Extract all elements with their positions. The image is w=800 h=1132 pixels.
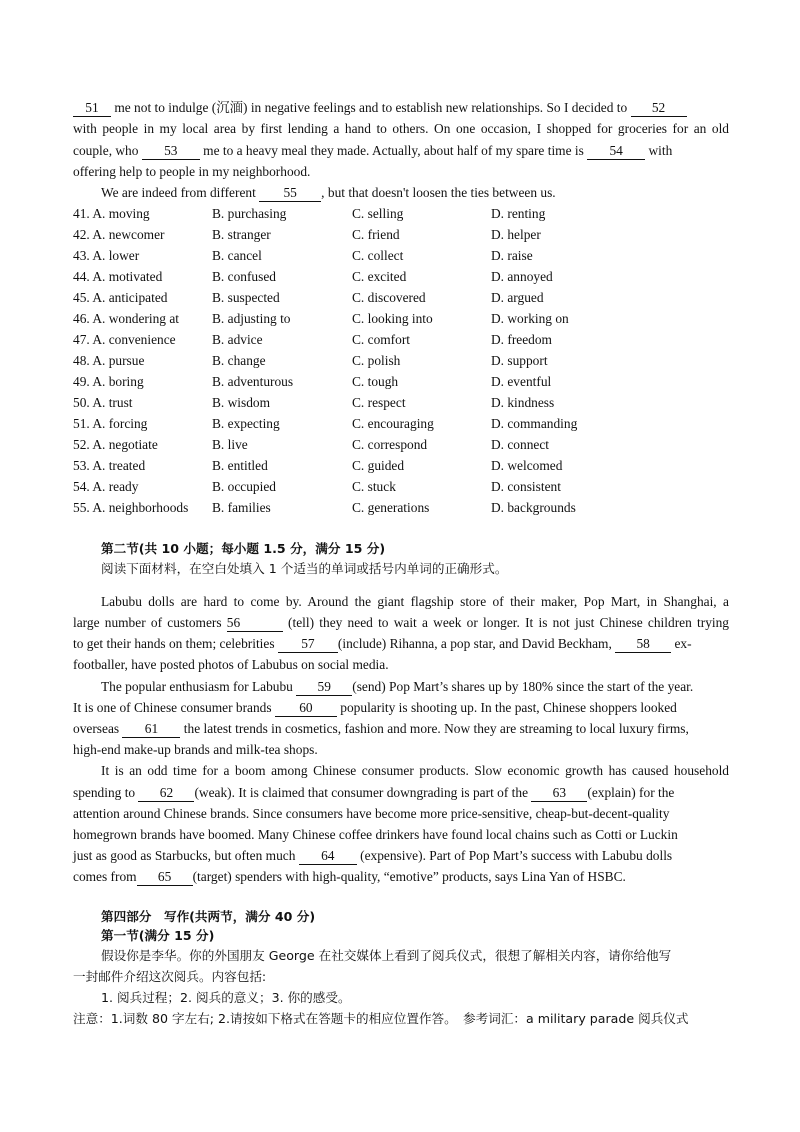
option-b: B. wisdom (212, 395, 271, 410)
option-row-46 (73, 308, 733, 329)
blank-52: 52 (631, 100, 687, 117)
option-a: 46. A. wondering at (73, 311, 179, 326)
cloze-line-3: couple, who 53 me to a heavy meal they made. Actually, about half of my spare time is 54 with (73, 143, 673, 158)
option-c: C. stuck (352, 479, 396, 494)
option-d: D. support (491, 353, 548, 368)
option-c: C. respect (352, 395, 406, 410)
option-row-45 (73, 287, 733, 308)
cloze-line-1: 51 me not to indulge (沉湎) in negative feelings and to establish new relationships. So I decided to 52 (73, 97, 729, 118)
option-a: 52. A. negotiate (73, 437, 158, 452)
part-heading: 第四部分 写作(共两节，满分 40 分) (101, 909, 316, 924)
blank-59: 59 (296, 679, 352, 696)
option-b: B. confused (212, 269, 276, 284)
option-row-51 (73, 413, 733, 434)
option-c: C. comfort (352, 332, 411, 347)
option-b: B. occupied (212, 479, 276, 494)
option-row-50 (73, 392, 733, 413)
blank-56: 56 (227, 615, 283, 632)
option-d: D. welcomed (491, 458, 563, 473)
option-a: 47. A. convenience (73, 332, 176, 347)
cloze-line-4: offering help to people in my neighborhood. (73, 164, 311, 179)
passage-line: high-end make-up brands and milk-tea shops. (73, 742, 318, 757)
blank-64: 64 (299, 848, 357, 865)
option-row-54 (73, 476, 733, 497)
blank-61: 61 (122, 721, 180, 738)
passage-line: The popular enthusiasm for Labubu 59 (send) Pop Mart’s shares up by 180% since the start of the year. (101, 679, 694, 694)
option-c: C. collect (352, 248, 404, 263)
option-d: D. freedom (491, 332, 552, 347)
option-a: 44. A. motivated (73, 269, 163, 284)
writing-prompt-line: 一封邮件介绍这次阅兵。内容包括: (73, 969, 267, 984)
option-a: 45. A. anticipated (73, 290, 168, 305)
option-b: B. purchasing (212, 206, 287, 221)
option-a: 41. A. moving (73, 206, 150, 221)
option-row-47 (73, 329, 733, 350)
option-d: D. kindness (491, 395, 555, 410)
option-a: 51. A. forcing (73, 416, 148, 431)
blank-54: 54 (587, 143, 645, 160)
option-row-43 (73, 245, 733, 266)
option-c: C. looking into (352, 311, 433, 326)
option-d: D. consistent (491, 479, 561, 494)
blank-63: 63 (531, 785, 587, 802)
passage-line: spending to 62 (weak). It is claimed that consumer downgrading is part of the 63 (explain) for the (73, 785, 675, 800)
option-b: B. expecting (212, 416, 280, 431)
writing-note: 注意：1.词数 80 字左右; 2.请按如下格式在答题卡的相应位置作答。 参考词汇：a military parade 阅兵仪式 (73, 1011, 689, 1026)
option-b: B. adventurous (212, 374, 294, 389)
section-heading: 第二节(共 10 小题；每小题 1.5 分，满分 15 分) (101, 541, 386, 556)
blank-65: 65 (137, 869, 193, 886)
option-c: C. generations (352, 500, 430, 515)
option-b: B. cancel (212, 248, 262, 263)
passage-line: It is one of Chinese consumer brands 60 popularity is shooting up. In the past, Chinese shoppers looked (73, 700, 677, 715)
option-d: D. annoyed (491, 269, 553, 284)
option-b: B. adjusting to (212, 311, 291, 326)
option-d: D. argued (491, 290, 544, 305)
passage-line: footballer, have posted photos of Labubus on social media. (73, 657, 389, 672)
option-a: 48. A. pursue (73, 353, 145, 368)
option-c: C. correspond (352, 437, 428, 452)
passage-line: comes from 65 (target) spenders with high-quality, “emotive” products, says Lina Yan of HSBC. (73, 869, 626, 884)
option-c: C. friend (352, 227, 400, 242)
passage-line: to get their hands on them; celebrities 57 (include) Rihanna, a pop star, and David Beckham, 58 ex- (73, 636, 692, 651)
option-c: C. tough (352, 374, 399, 389)
option-d: D. backgrounds (491, 500, 576, 515)
option-a: 49. A. boring (73, 374, 144, 389)
passage-line: overseas 61 the latest trends in cosmetics, fashion and more. Now they are streaming to local luxury firms, (73, 721, 689, 736)
option-b: B. suspected (212, 290, 280, 305)
blank-51: 51 (73, 100, 111, 117)
option-d: D. working on (491, 311, 569, 326)
option-row-44 (73, 266, 733, 287)
blank-58: 58 (615, 636, 671, 653)
option-c: C. polish (352, 353, 401, 368)
blank-60: 60 (275, 700, 337, 717)
blank-62: 62 (138, 785, 194, 802)
option-c: C. discovered (352, 290, 426, 305)
option-c: C. selling (352, 206, 404, 221)
option-row-48 (73, 350, 733, 371)
section-instruction: 阅读下面材料，在空白处填入 1 个适当的单词或括号内单词的正确形式。 (101, 561, 508, 576)
blank-55: 55 (259, 185, 321, 202)
option-b: B. families (212, 500, 271, 515)
writing-prompt-line: 1. 阅兵过程；2. 阅兵的意义；3. 你的感受。 (101, 990, 351, 1005)
option-a: 53. A. treated (73, 458, 146, 473)
option-d: D. eventful (491, 374, 552, 389)
cloze-line-5: We are indeed from different 55 , but that doesn't loosen the ties between us. (101, 185, 556, 200)
writing-prompt-line: 假设你是李华。你的外国朋友 George 在社交媒体上看到了阅兵仪式，很想了解相关内容，请你给他写 (101, 948, 672, 963)
option-row-42 (73, 224, 733, 245)
option-c: C. guided (352, 458, 405, 473)
blank-53: 53 (142, 143, 200, 160)
option-c: C. excited (352, 269, 407, 284)
option-a: 42. A. newcomer (73, 227, 165, 242)
option-b: B. live (212, 437, 248, 452)
option-a: 54. A. ready (73, 479, 139, 494)
cloze-line-2: with people in my local area by first lending a hand to others. On one occasion, I shopped for groceries for an old (73, 121, 729, 136)
option-d: D. raise (491, 248, 533, 263)
passage-line: It is an odd time for a boom among Chinese consumer products. Slow economic growth has caused household (101, 763, 729, 778)
option-d: D. connect (491, 437, 550, 452)
option-row-49 (73, 371, 733, 392)
option-row-41 (73, 203, 733, 224)
option-d: D. renting (491, 206, 546, 221)
passage-line: Labubu dolls are hard to come by. Around the giant flagship store of their maker, Pop Mart, in Shanghai, a (101, 594, 729, 609)
passage-line: just as good as Starbucks, but often much 64 (expensive). Part of Pop Mart’s success with Labubu dolls (73, 848, 673, 863)
subsection-heading: 第一节(满分 15 分) (101, 928, 215, 943)
blank-57: 57 (278, 636, 338, 653)
option-b: B. stranger (212, 227, 271, 242)
option-row-52 (73, 434, 733, 455)
option-d: D. helper (491, 227, 541, 242)
option-b: B. advice (212, 332, 263, 347)
passage-line: attention around Chinese brands. Since consumers have become more price-sensitive, cheap-but-decent-quality (73, 806, 670, 821)
passage-line: homegrown brands have boomed. Many Chinese coffee drinkers have found local chains such as Cotti or Luckin (73, 827, 678, 842)
option-b: B. change (212, 353, 266, 368)
option-a: 50. A. trust (73, 395, 133, 410)
option-a: 43. A. lower (73, 248, 140, 263)
option-row-55 (73, 497, 733, 518)
option-b: B. entitled (212, 458, 268, 473)
option-a: 55. A. neighborhoods (73, 500, 189, 515)
passage-line: large number of customers 56 (tell) they need to wait a week or longer. It is not just Chinese children trying (73, 615, 730, 630)
option-row-53 (73, 455, 733, 476)
option-d: D. commanding (491, 416, 578, 431)
option-c: C. encouraging (352, 416, 434, 431)
